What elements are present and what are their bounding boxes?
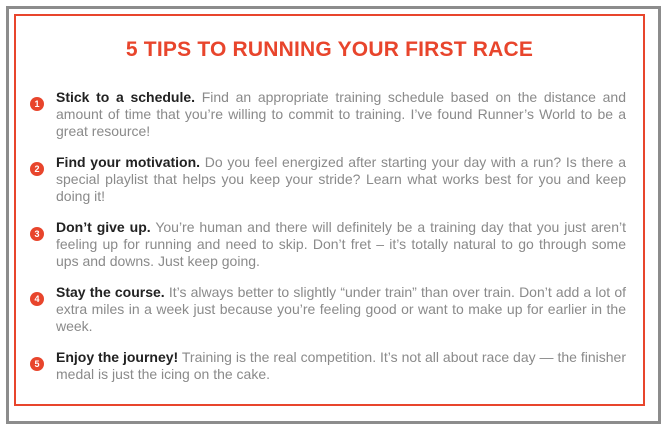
- tip-lead: Don’t give up.: [56, 219, 151, 235]
- number-badge-icon: 5: [30, 357, 44, 371]
- tip-text: You’re human and there will definitely be a training day that you just aren’t feeling up for running and need to skip. Don’t fret – it’s totally natural to go through some ups and downs. Just keep going.: [56, 219, 626, 269]
- tip-lead: Enjoy the journey!: [56, 349, 179, 365]
- tip-item-5: [30, 349, 626, 383]
- tip-text: Do you feel energized after starting your day with a run? Is there a special playlist that helps you keep your stride? Learn what works best for you and keep doing it!: [56, 154, 626, 204]
- number-badge-icon: 3: [30, 227, 44, 241]
- tip-lead: Stick to a schedule.: [56, 89, 196, 105]
- tip-item-2: [30, 154, 626, 205]
- tip-lead: Find your motivation.: [56, 154, 201, 170]
- page-title: 5 TIPS TO RUNNING YOUR FIRST RACE: [125, 38, 534, 61]
- number-badge-icon: 4: [30, 292, 44, 306]
- number-badge-icon: 2: [30, 162, 44, 176]
- tip-text: It’s always better to slightly “under train” than over train. Don’t add a lot of extra miles in a week just because you’re feeling good or want to make up for earlier in the week.: [56, 284, 626, 334]
- tip-text: Find an appropriate training schedule based on the distance and amount of time that you’re willing to commit to training. I’ve found Runner’s World to be a great resource!: [56, 89, 626, 139]
- tip-text: Training is the real competition. It’s not all about race day — the finisher medal is just the icing on the cake.: [56, 349, 627, 382]
- tip-item-1: [30, 89, 626, 140]
- tips-card: [14, 14, 645, 406]
- tip-item-4: [30, 284, 626, 335]
- tips-list: [30, 89, 626, 397]
- tip-item-3: [30, 219, 626, 270]
- number-badge-icon: 1: [30, 97, 44, 111]
- tip-lead: Stay the course.: [56, 284, 165, 300]
